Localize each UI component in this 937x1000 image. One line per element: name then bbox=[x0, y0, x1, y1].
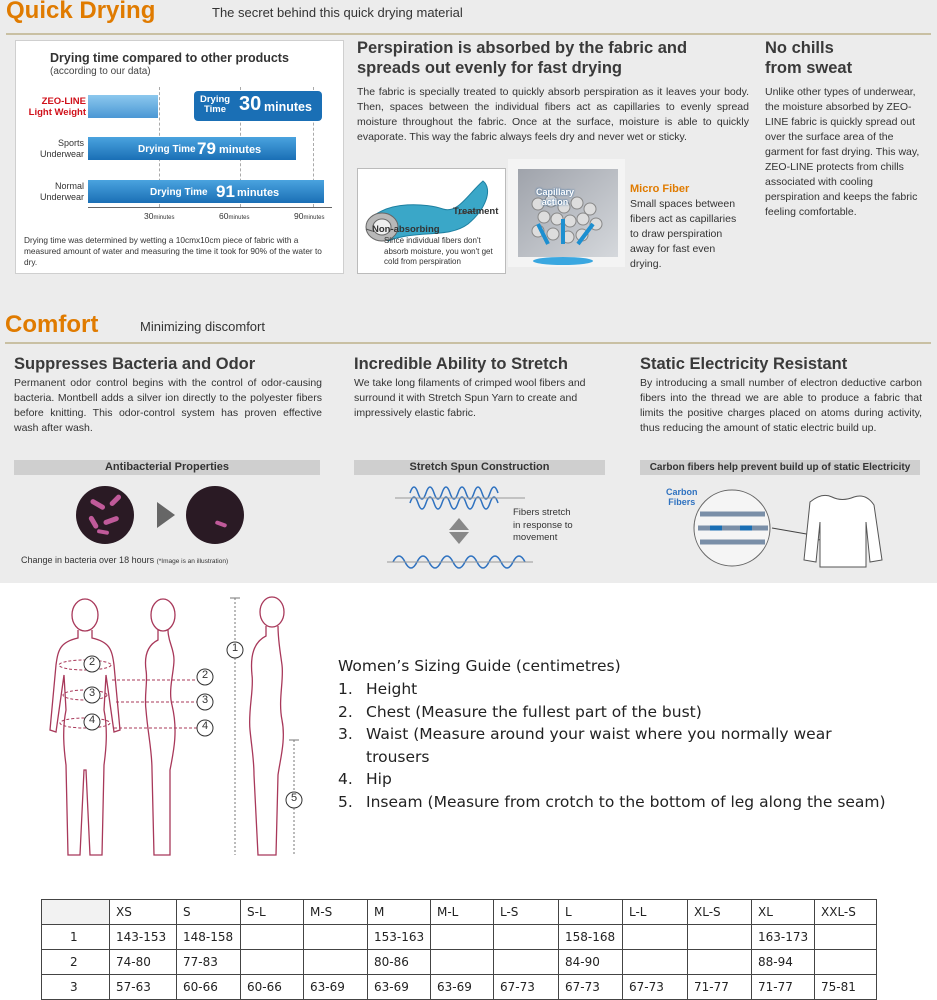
capillary-label-line: action bbox=[541, 197, 569, 207]
tick-unit: minutes bbox=[228, 215, 250, 221]
chart-heading: Drying time compared to other products bbox=[50, 51, 289, 65]
header-cell: M-L bbox=[431, 900, 494, 925]
no-chills-heading bbox=[765, 38, 925, 78]
header-cell: S bbox=[177, 900, 241, 925]
header-cell: M-S bbox=[304, 900, 368, 925]
heading-line: Perspiration is absorbed by the fabric and bbox=[357, 39, 688, 57]
stretch-label-line: movement bbox=[513, 532, 558, 543]
table-row bbox=[42, 925, 877, 950]
capillary-graphic bbox=[508, 159, 625, 267]
treatment-illustration bbox=[357, 168, 506, 274]
table-cell bbox=[688, 925, 752, 950]
stretch-label bbox=[513, 507, 573, 545]
section-divider bbox=[5, 342, 931, 344]
table-cell: 60-66 bbox=[177, 975, 241, 1000]
micro-fiber-body: Small spaces between fibers act as capillaries to draw perspiration away for fast even drying. bbox=[630, 198, 737, 270]
sizing-guide-list bbox=[338, 678, 886, 813]
marker-3-side: 3 bbox=[201, 694, 209, 706]
sizing-item-text: Hip bbox=[366, 770, 392, 788]
chart-note: Drying time was determined by wetting a 10cmx10cm piece of fabric with a measured amount of water and measuring the time it took for 90% of the water to dry. bbox=[24, 235, 322, 267]
sizing-item-num: 4. bbox=[338, 770, 353, 788]
bar-unit: minutes bbox=[237, 187, 280, 199]
bar-normal-underwear bbox=[88, 180, 324, 203]
stretch-label-line: Fibers stretch bbox=[513, 507, 571, 518]
header-cell: XL bbox=[752, 900, 815, 925]
bar-value: 91 bbox=[216, 182, 235, 201]
sizing-item-text: Inseam (Measure from crotch to the bottom of leg along the seam) bbox=[366, 792, 886, 811]
perspiration-body: The fabric is specially treated to quickly absorb perspiration as it leaves your body. Then, spaces between the individual fibers act as capillaries to evenly spread moisture throughout the fabric. Once at the surface, moisture is able to quickly evaporate. This way the fabric always feels dry and never wet or sticky. bbox=[357, 86, 749, 143]
header-cell: L-S bbox=[494, 900, 559, 925]
table-cell: 158-168 bbox=[559, 925, 623, 950]
table-cell: 84-90 bbox=[559, 950, 623, 975]
table-cell: 77-83 bbox=[177, 950, 241, 975]
non-absorbing-title: Non-absorbing bbox=[372, 224, 440, 235]
table-cell: 3 bbox=[42, 975, 110, 1000]
no-chills-body: Unlike other types of underwear, the moisture absorbed by ZEO-LINE fabric is quickly spread out over the surface area of the garment for fast drying. This way, ZEO-LINE protects from chills associated with cooling perspiration and keeps the fabric feeling comfortable. bbox=[765, 86, 920, 218]
bar-prefix: Drying Time bbox=[150, 187, 208, 198]
stretch-bar: Stretch Spun Construction bbox=[354, 460, 605, 475]
drying-time-chart bbox=[15, 40, 344, 274]
table-cell: 2 bbox=[42, 950, 110, 975]
sizing-item bbox=[338, 768, 886, 791]
bacteria-heading: Suppresses Bacteria and Odor bbox=[14, 355, 256, 373]
header-cell: XL-S bbox=[688, 900, 752, 925]
section-divider bbox=[6, 33, 931, 35]
table-cell: 88-94 bbox=[752, 950, 815, 975]
sizing-guide-title: Women’s Sizing Guide (centimetres) bbox=[338, 657, 621, 675]
comfort-subtitle: Minimizing discomfort bbox=[140, 319, 265, 334]
header-cell: XXL-S bbox=[815, 900, 877, 925]
sizing-item bbox=[338, 746, 886, 769]
caption-note: (*Image is an illustration) bbox=[156, 558, 229, 565]
heading-line: from sweat bbox=[765, 59, 853, 77]
table-cell bbox=[494, 925, 559, 950]
sizing-item-text: Height bbox=[366, 680, 418, 698]
static-bar: Carbon fibers help prevent build up of static Electricity bbox=[640, 460, 920, 475]
sizing-item bbox=[338, 701, 886, 724]
marker-2-side: 2 bbox=[201, 669, 209, 681]
x-axis bbox=[88, 207, 332, 208]
carbon-label-line: Carbon bbox=[666, 487, 698, 497]
table-cell bbox=[304, 950, 368, 975]
table-row bbox=[42, 975, 877, 1000]
size-table bbox=[41, 899, 877, 1000]
marker-4-side: 4 bbox=[201, 720, 209, 732]
bar-prefix: Drying Time bbox=[138, 144, 196, 155]
sizing-item bbox=[338, 678, 886, 701]
non-absorbing-body: Since individual fibers don't absorb moisture, you won't get cold from perspiration bbox=[384, 236, 493, 266]
bacteria-body: Permanent odor control begins with the control of odor-causing bacteria. Montbell adds a silver ion directly to the polyester fibers before knitting. This odor-control system has proven effective wash after wash. bbox=[14, 377, 322, 434]
tick-90 bbox=[294, 211, 324, 221]
tick-value: 30 bbox=[144, 211, 154, 221]
static-body: By introducing a small number of electron deductive carbon fibers into the thread we are able to produce a fabric that limits the positive charges placed on atoms during activity, thus reducing the amount of static electric build up. bbox=[640, 377, 922, 434]
bar-sports-underwear bbox=[88, 137, 296, 160]
row-label-zeo-line bbox=[18, 96, 86, 118]
table-header-row bbox=[42, 900, 877, 925]
sizing-item bbox=[338, 791, 886, 814]
table-cell: 75-81 bbox=[815, 975, 877, 1000]
callout-unit: minutes bbox=[264, 100, 312, 114]
callout-prefix bbox=[200, 95, 230, 115]
bar-value: 79 bbox=[197, 139, 216, 158]
header-cell: M bbox=[368, 900, 431, 925]
body-measurement-figure bbox=[40, 590, 340, 875]
table-row bbox=[42, 950, 877, 975]
table-cell: 1 bbox=[42, 925, 110, 950]
row-label-line: Underwear bbox=[39, 192, 84, 202]
static-illustration bbox=[690, 482, 890, 577]
treatment-label: Treatment bbox=[453, 206, 499, 217]
bacteria-caption bbox=[21, 555, 228, 565]
heading-line: No chills bbox=[765, 39, 834, 57]
table-cell bbox=[304, 925, 368, 950]
callout-prefix-line: Time bbox=[204, 104, 227, 115]
quick-drying-title: Quick Drying bbox=[6, 0, 156, 24]
chart-subheading: (according to our data) bbox=[50, 66, 151, 77]
row-label-line: Underwear bbox=[39, 149, 84, 159]
capillary-illustration bbox=[508, 159, 625, 267]
header-cell: S-L bbox=[241, 900, 304, 925]
bacteria-illustration bbox=[75, 480, 255, 550]
header-cell bbox=[42, 900, 110, 925]
tick-unit: minutes bbox=[153, 215, 175, 221]
quick-drying-subtitle: The secret behind this quick drying material bbox=[212, 5, 463, 20]
table-cell bbox=[431, 950, 494, 975]
table-cell: 71-77 bbox=[688, 975, 752, 1000]
table-cell: 60-66 bbox=[241, 975, 304, 1000]
capillary-label-line: Capillary bbox=[535, 187, 575, 197]
table-cell bbox=[815, 950, 877, 975]
sizing-item-num: 2. bbox=[338, 702, 353, 721]
stretch-body: We take long filaments of crimped wool fibers and surround it with Stretch Spun Yarn to create and impressively elastic fabric. bbox=[354, 377, 586, 419]
marker-1: 1 bbox=[231, 642, 239, 654]
marker-2: 2 bbox=[88, 656, 96, 668]
sizing-item-num: 5. bbox=[338, 792, 353, 811]
row-label-line: Light Weight bbox=[28, 107, 86, 118]
row-label-sports bbox=[18, 138, 84, 160]
bar-zeo-line bbox=[88, 95, 158, 118]
table-cell bbox=[623, 950, 688, 975]
table-cell: 63-69 bbox=[368, 975, 431, 1000]
sizing-item-text: Waist (Measure around your waist where you normally wear bbox=[366, 725, 832, 743]
marker-4: 4 bbox=[88, 714, 96, 726]
zeo-callout bbox=[194, 91, 322, 121]
row-label-normal bbox=[18, 181, 84, 203]
table-cell bbox=[241, 925, 304, 950]
header-cell: L-L bbox=[623, 900, 688, 925]
table-cell bbox=[241, 950, 304, 975]
table-cell: 57-63 bbox=[110, 975, 177, 1000]
sizing-item bbox=[338, 723, 886, 746]
table-cell: 153-163 bbox=[368, 925, 431, 950]
table-cell bbox=[431, 925, 494, 950]
table-cell: 74-80 bbox=[110, 950, 177, 975]
sizing-item-text: Chest (Measure the fullest part of the bust) bbox=[366, 702, 702, 721]
perspiration-heading bbox=[357, 38, 757, 78]
caption-text: Change in bacteria over 18 hours bbox=[21, 555, 155, 565]
header-cell: L bbox=[559, 900, 623, 925]
table-cell: 67-73 bbox=[559, 975, 623, 1000]
tick-value: 90 bbox=[294, 211, 304, 221]
table-cell bbox=[688, 950, 752, 975]
callout-value: 30 bbox=[239, 93, 262, 115]
table-cell: 63-69 bbox=[431, 975, 494, 1000]
sizing-item-num: 3. bbox=[338, 725, 353, 743]
table-cell: 67-73 bbox=[494, 975, 559, 1000]
table-cell: 63-69 bbox=[304, 975, 368, 1000]
comfort-title: Comfort bbox=[5, 311, 99, 338]
sizing-item-text: trousers bbox=[366, 747, 430, 766]
table-cell: 148-158 bbox=[177, 925, 241, 950]
marker-5: 5 bbox=[290, 792, 298, 804]
header-cell: XS bbox=[110, 900, 177, 925]
table-cell bbox=[623, 925, 688, 950]
tick-unit: minutes bbox=[303, 215, 325, 221]
table-cell: 71-77 bbox=[752, 975, 815, 1000]
table-cell bbox=[815, 925, 877, 950]
stretch-label-line: in response to bbox=[513, 519, 573, 531]
antibacterial-bar: Antibacterial Properties bbox=[14, 460, 320, 475]
sizing-item-num: 1. bbox=[338, 680, 353, 698]
table-cell: 67-73 bbox=[623, 975, 688, 1000]
static-heading: Static Electricity Resistant bbox=[640, 355, 848, 373]
stretch-heading: Incredible Ability to Stretch bbox=[354, 355, 568, 373]
table-cell: 163-173 bbox=[752, 925, 815, 950]
row-label-line: Normal bbox=[54, 181, 84, 191]
table-cell bbox=[494, 950, 559, 975]
bar-unit: minutes bbox=[219, 144, 262, 156]
row-label-line: Sports bbox=[57, 138, 84, 148]
capillary-label bbox=[530, 187, 580, 207]
table-cell: 80-86 bbox=[368, 950, 431, 975]
tick-60 bbox=[219, 211, 249, 221]
heading-line: spreads out evenly for fast drying bbox=[357, 59, 622, 77]
table-cell: 143-153 bbox=[110, 925, 177, 950]
tick-30 bbox=[144, 211, 174, 221]
micro-fiber-title: Micro Fiber bbox=[630, 183, 690, 195]
marker-3: 3 bbox=[88, 687, 96, 699]
carbon-label-line: Fibers bbox=[668, 497, 696, 507]
tick-value: 60 bbox=[219, 211, 229, 221]
callout-prefix-line: Drying bbox=[200, 94, 231, 105]
row-label-line: ZEO-LINE bbox=[41, 96, 86, 107]
